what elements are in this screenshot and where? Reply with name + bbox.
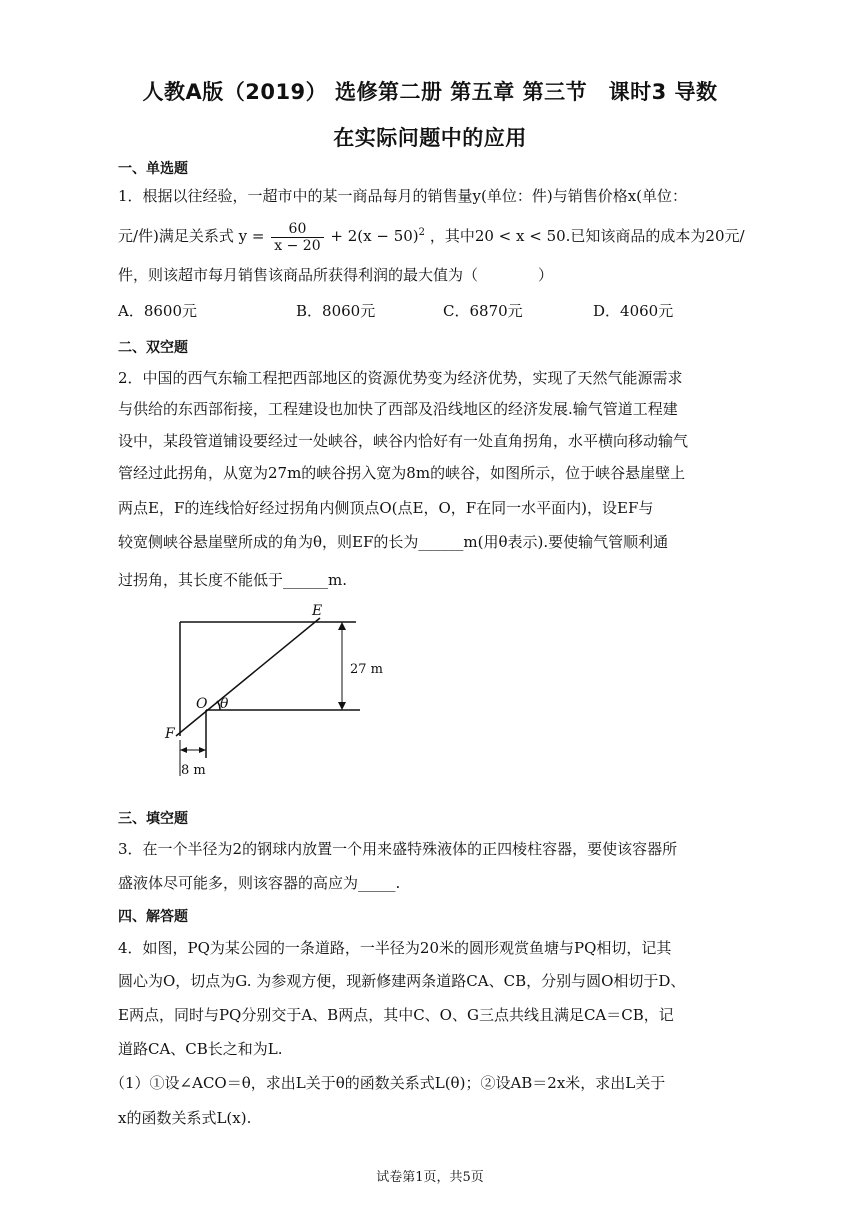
q4-line: 圆心为O，切点为G. 为参观方便，现新修建两条道路CA、CB，分别与圆O相切于D、 (118, 972, 686, 990)
document-title-line-2: 在实际问题中的应用 (333, 126, 527, 150)
q4-line: x的函数关系式L(x). (118, 1109, 252, 1127)
section-heading-single-choice: 一、单选题 (118, 161, 188, 177)
q1-line-1: 1．根据以往经验，一超市中的某一商品每月的销售量y(单位：件)与销售价格x(单位： (118, 187, 688, 205)
q1-option-a: A．8600元 (118, 302, 198, 320)
dimension-27m-arrow-up (338, 622, 346, 630)
dimension-8m-arrow-left (180, 747, 187, 753)
q2-line: 较宽侧峡谷悬崖壁所成的角为θ，则EF的长为______m(用θ表示).要使输气管顺利通 (118, 533, 669, 551)
q2-line: 管经过此拐角，从宽为27m的峡谷拐入宽为8m的峡谷，如图所示，位于峡谷悬崖壁上 (118, 464, 686, 482)
q2-line: 设中，某段管道铺设要经过一处峡谷，峡谷内恰好有一处直角拐角，水平横向移动输气 (118, 432, 689, 450)
section-heading-solution: 四、解答题 (118, 909, 188, 925)
dimension-27m-arrow-down (338, 702, 346, 710)
dimension-27m-label: 27 m (350, 662, 384, 677)
q1-fraction (271, 221, 323, 254)
q1-formula-tail: ，其中20 < x < 50.已知该商品的成本为20元/ (429, 227, 745, 245)
label-point-e: E (312, 603, 323, 619)
q2-line: 过拐角，其长度不能低于______m. (118, 571, 347, 589)
q1-formula-term: + 2(x − 50) (330, 227, 419, 245)
q4-line: 道路CA、CB长之和为L. (118, 1040, 283, 1058)
label-point-f: F (165, 726, 175, 742)
pipe-line-ef (176, 618, 320, 736)
label-point-o: O (196, 696, 208, 712)
q1-fraction-numerator: 60 (271, 221, 323, 238)
dimension-8m-arrow-right (199, 747, 206, 753)
q3-line: 3．在一个半径为2的钢球内放置一个用来盛特殊液体的正四棱柱容器，要使该容器所 (118, 840, 678, 858)
page-footer: 试卷第1页，共5页 (376, 1170, 484, 1185)
label-angle-theta: θ (220, 696, 229, 712)
q1-fraction-denominator: x − 20 (274, 237, 321, 254)
q4-line: （1）①设∠ACO＝θ，求出L关于θ的函数关系式L(θ)；②设AB＝2x米，求出L关于 (110, 1074, 666, 1092)
q1-formula-prefix: 元/件)满足关系式 y = (118, 227, 265, 245)
q1-option-c: C．6870元 (443, 302, 523, 320)
q4-line: 4．如图，PQ为某公园的一条道路，一半径为20米的圆形观赏鱼塘与PQ相切，记其 (118, 939, 672, 957)
q1-formula-exponent: 2 (418, 227, 426, 238)
q1-option-b: B．8060元 (296, 302, 376, 320)
section-heading-double-blank: 二、双空题 (118, 340, 188, 356)
q2-line: 与供给的东西部衔接，工程建设也加快了西部及沿线地区的经济发展.输气管道工程建 (118, 400, 678, 418)
q3-line: 盛液体尽可能多，则该容器的高应为_____. (118, 874, 401, 892)
q1-line-3: 件，则该超市每月销售该商品所获得利润的最大值为（ ） (118, 266, 554, 284)
dimension-8m-label: 8 m (181, 763, 206, 778)
q1-option-d: D．4060元 (593, 302, 674, 320)
document-title-line-1: 人教A版（2019） 选修第二册 第五章 第三节 课时3 导数 (142, 80, 718, 104)
q1-line-2 (118, 215, 758, 254)
canyon-corner-figure (160, 598, 420, 778)
q4-line: E两点，同时与PQ分别交于A、B两点，其中C、O、G三点共线且满足CA＝CB，记 (118, 1006, 674, 1024)
section-heading-fill-blank: 三、填空题 (118, 811, 188, 827)
q2-line: 两点E，F的连线恰好经过拐角内侧顶点O(点E，O，F在同一水平面内)，设EF与 (118, 499, 654, 517)
q2-line: 2．中国的西气东输工程把西部地区的资源优势变为经济优势，实现了天然气能源需求 (118, 369, 683, 387)
